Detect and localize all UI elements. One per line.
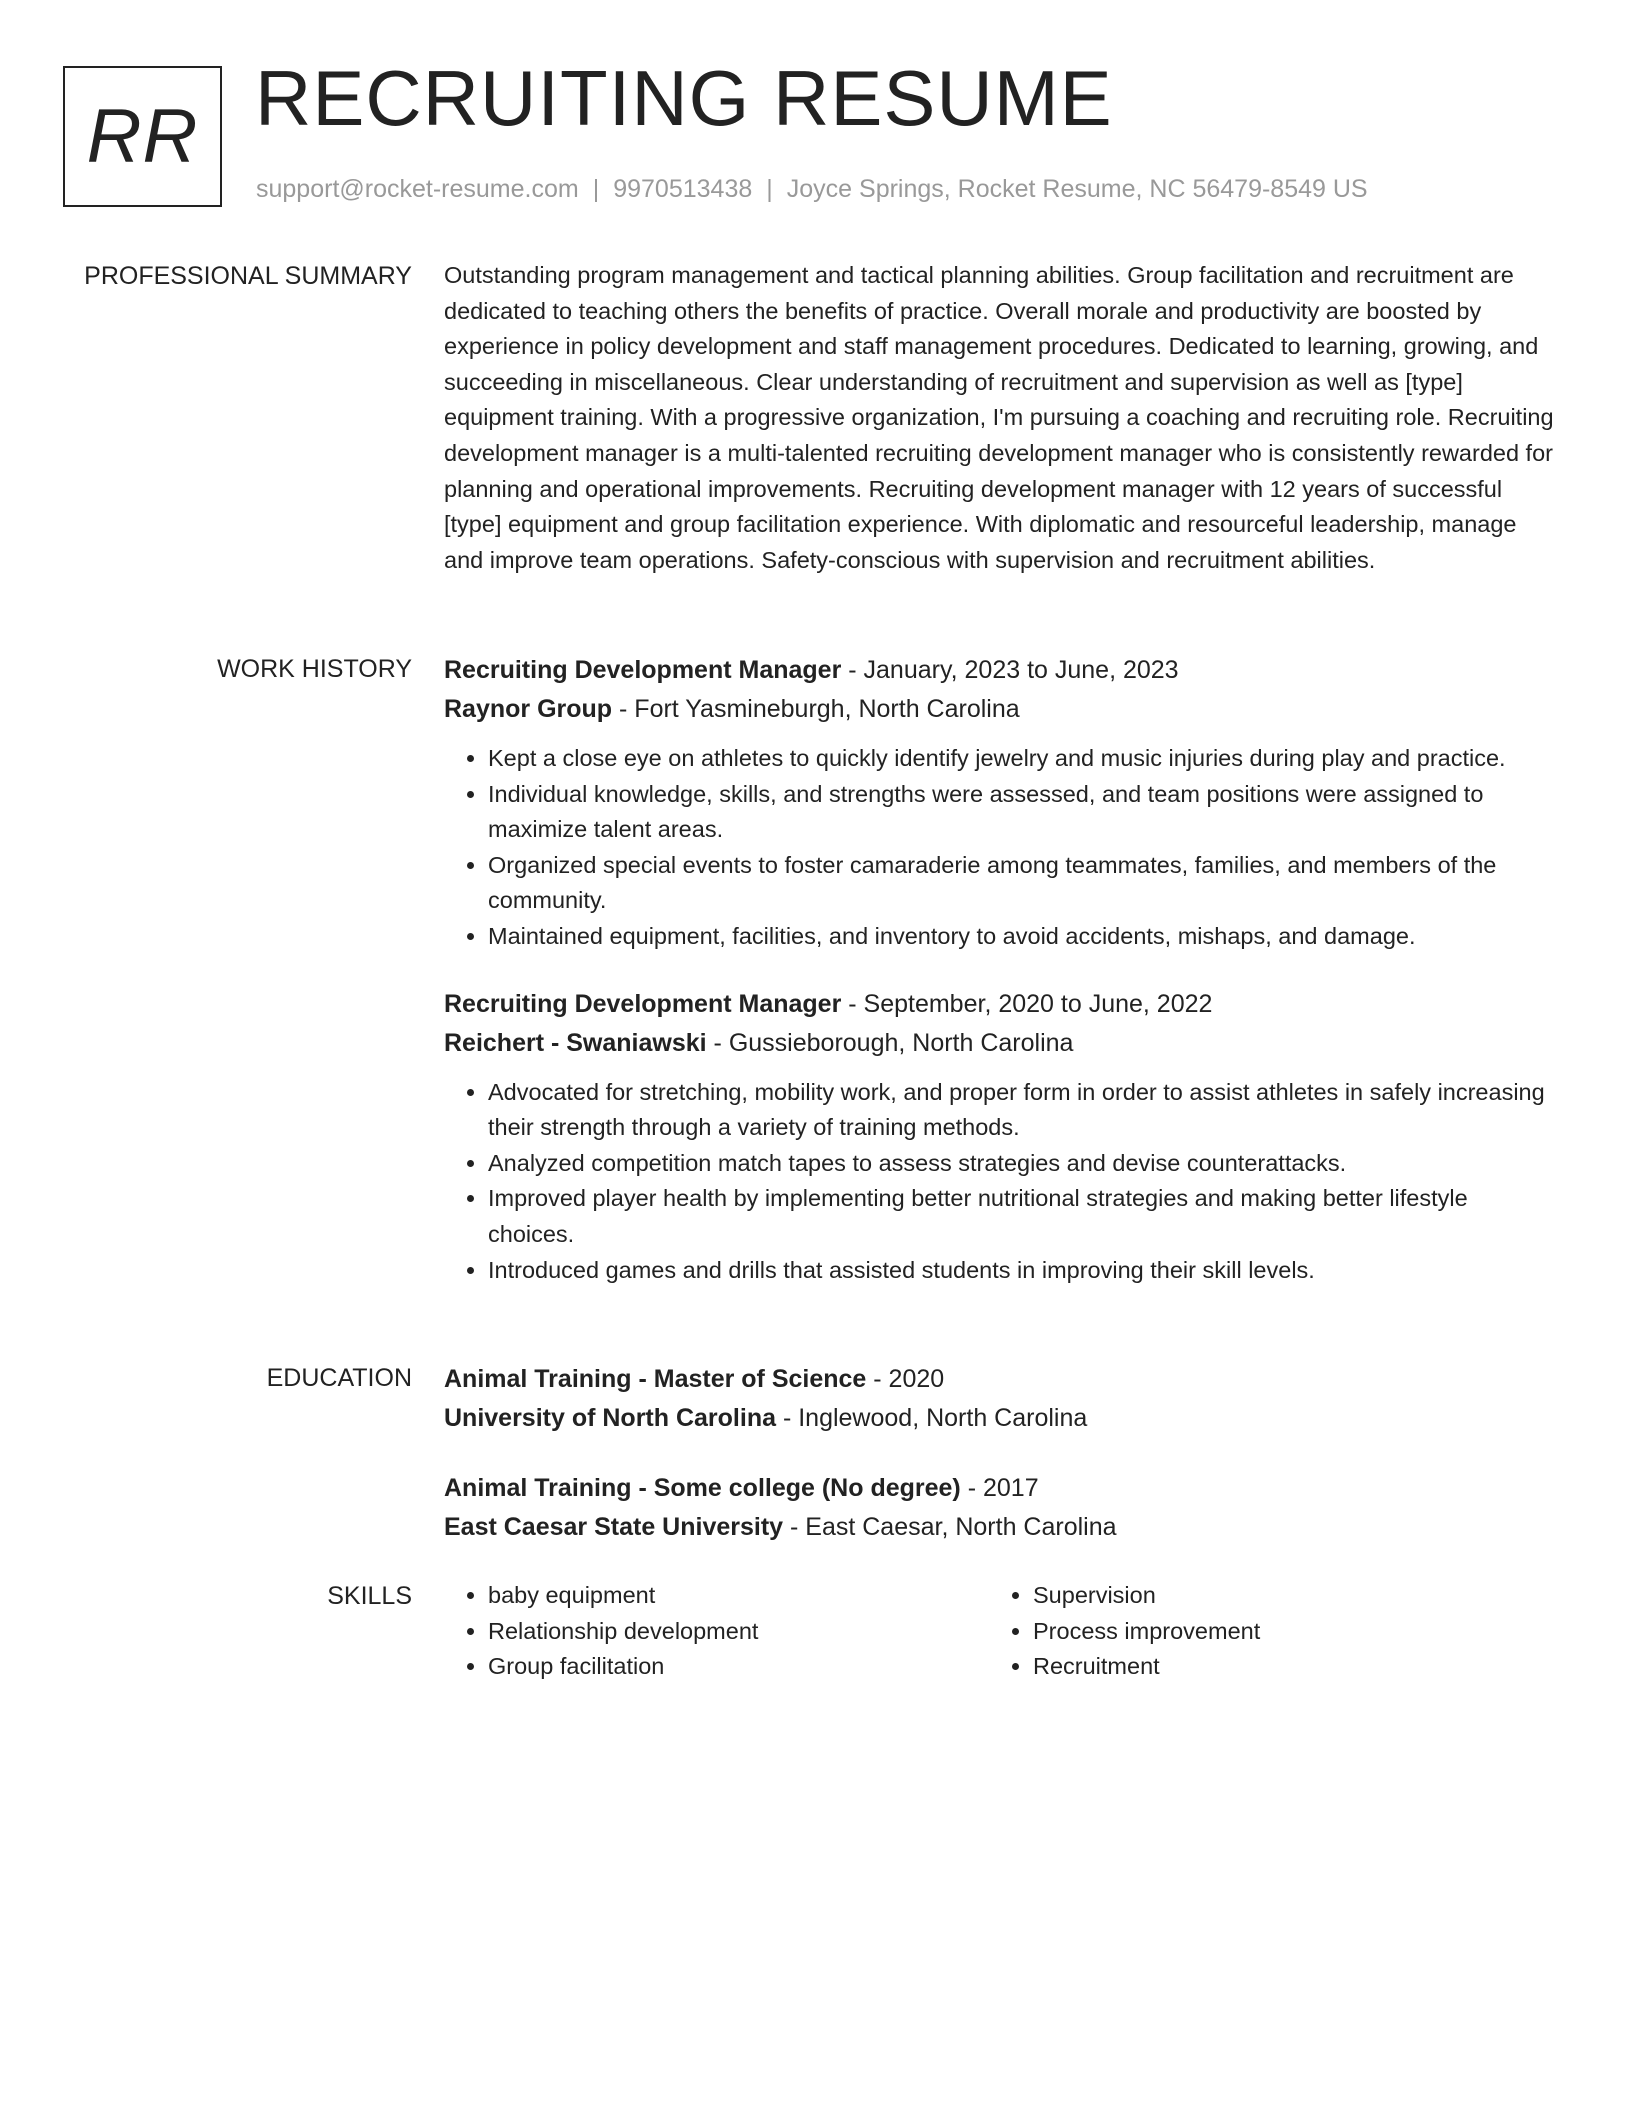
- contact-separator: |: [592, 175, 600, 203]
- contact-phone: 9970513438: [613, 175, 753, 203]
- education-location: - East Caesar, North Carolina: [783, 1513, 1117, 1541]
- education-body: [444, 1360, 1554, 1547]
- job-company: Raynor Group: [444, 695, 613, 723]
- job-title-line: [444, 985, 1554, 1024]
- summary-text: Outstanding program management and tactical planning abilities. Group facilitation and recruitment are dedicated to teaching others the benefits of practice. Overall morale and productivity are boosted by experience in policy development and staff management procedures. Dedicated to learning, growing, and succeeding in miscellaneous. Clear understanding of recruitment and supervision as well as [type] equipment training. With a progressive organization, I'm pursuing a coaching and recruiting role. Recruiting development manager is a multi-talented recruiting development manager who is consistently rewarded for planning and operational improvements. Recruiting development manager with 12 years of successful [type] equipment and group facilitation experience. With diplomatic and resourceful leadership, manage and improve team operations. Safety-conscious with supervision and recruitment abilities.: [444, 262, 1554, 573]
- education-location: - Inglewood, North Carolina: [776, 1404, 1088, 1432]
- skill-item: • Supervision: [1033, 1578, 1534, 1614]
- skills-body: [444, 1578, 1554, 1685]
- summary-body: [444, 258, 1554, 578]
- job-bullet: • Maintained equipment, facilities, and inventory to avoid accidents, mishaps, and damage.: [488, 919, 1554, 955]
- skills-column-right: [989, 1578, 1534, 1685]
- education-degree: Animal Training - Master of Science: [444, 1365, 867, 1393]
- work-history-body: [444, 651, 1554, 1288]
- job-dates: - September, 2020 to June, 2022: [841, 989, 1213, 1018]
- contact-address: Joyce Springs, Rocket Resume, NC 56479-8549 US: [786, 175, 1368, 203]
- job-bullet: • Organized special events to foster camaraderie among teammates, families, and members of the community.: [488, 848, 1554, 919]
- education-school: University of North Carolina: [444, 1404, 776, 1432]
- job-bullets: [444, 1075, 1554, 1289]
- skills-list: [989, 1578, 1534, 1685]
- skill-item: • Process improvement: [1033, 1614, 1534, 1650]
- education-school-line: [444, 1508, 1554, 1547]
- education-entry: [444, 1469, 1554, 1547]
- section-heading-summary: PROFESSIONAL SUMMARY: [84, 262, 412, 290]
- job-bullet: • Analyzed competition match tapes to assess strategies and devise counterattacks.: [488, 1146, 1554, 1182]
- job-title: Recruiting Development Manager: [444, 989, 842, 1018]
- job-bullet: • Kept a close eye on athletes to quickly identify jewelry and music injuries during play and practice.: [488, 741, 1554, 777]
- education-school: East Caesar State University: [444, 1513, 784, 1541]
- contact-email: support@rocket-resume.com: [256, 175, 579, 203]
- skills-grid: [444, 1578, 1554, 1685]
- education-year: - 2017: [960, 1474, 1039, 1502]
- job-company-line: [444, 690, 1554, 729]
- job-dates: - January, 2023 to June, 2023: [841, 656, 1179, 684]
- resume-title: RECRUITING RESUME: [255, 54, 1113, 142]
- skill-item: • Group facilitation: [488, 1649, 989, 1685]
- contact-line: [256, 174, 1368, 204]
- job-company-line: [444, 1024, 1554, 1063]
- section-heading-work-history: WORK HISTORY: [217, 655, 412, 683]
- education-degree-line: [444, 1469, 1554, 1508]
- job-entry: [444, 985, 1554, 1289]
- education-school-line: [444, 1399, 1554, 1438]
- job-bullet: • Advocated for stretching, mobility work, and proper form in order to assist athletes in safely increasing their strength through a variety of training methods.: [488, 1075, 1554, 1146]
- job-company: Reichert - Swaniawski: [444, 1028, 707, 1057]
- education-degree: Animal Training - Some college (No degree): [444, 1474, 961, 1502]
- skills-list: [444, 1578, 989, 1685]
- job-location: - Fort Yasmineburgh, North Carolina: [612, 695, 1020, 723]
- skills-column-left: [444, 1578, 989, 1685]
- job-bullet: • Introduced games and drills that assisted students in improving their skill levels.: [488, 1253, 1554, 1289]
- contact-separator: |: [766, 175, 773, 203]
- skill-item: • baby equipment: [488, 1578, 989, 1614]
- education-year: - 2020: [866, 1365, 945, 1393]
- job-title: Recruiting Development Manager: [444, 656, 842, 684]
- job-bullet: • Improved player health by implementing better nutritional strategies and making better lifestyle choices.: [488, 1181, 1554, 1252]
- job-entry: [444, 651, 1554, 955]
- job-title-line: [444, 651, 1554, 690]
- job-bullets: [444, 741, 1554, 955]
- job-location: - Gussieborough, North Carolina: [706, 1028, 1074, 1057]
- education-entry: [444, 1360, 1554, 1438]
- monogram-box: [63, 66, 222, 207]
- job-bullet: • Individual knowledge, skills, and strengths were assessed, and team positions were assigned to maximize talent areas.: [488, 777, 1554, 848]
- monogram: RR: [86, 93, 199, 179]
- education-degree-line: [444, 1360, 1554, 1399]
- skill-item: • Recruitment: [1033, 1649, 1534, 1685]
- section-heading-education: EDUCATION: [266, 1364, 412, 1392]
- section-heading-skills: SKILLS: [327, 1582, 412, 1610]
- skill-item: • Relationship development: [488, 1614, 989, 1650]
